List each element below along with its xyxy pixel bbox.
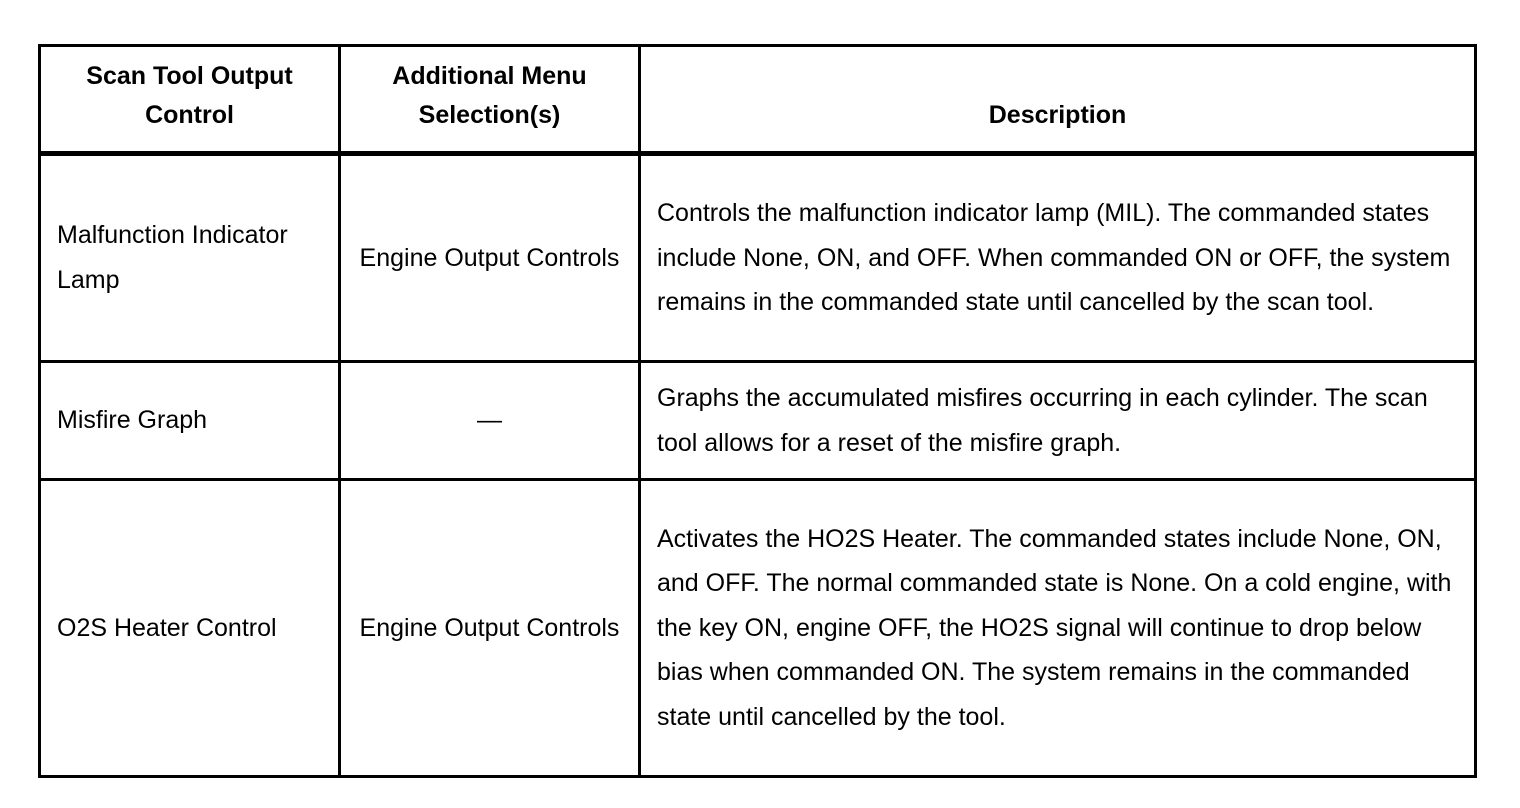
description-cell: Activates the HO2S Heater. The commanded states include None, ON, and OFF. The normal commanded state is None. On a cold engine, with the key ON, engine OFF, the HO2S signal will continue to drop below bias when commanded ON. The system remains in the commanded state until cancelled by the tool. — [640, 480, 1476, 777]
table-row — [40, 480, 1476, 777]
table-body — [40, 154, 1476, 777]
header-output-control: Scan Tool Output Control — [40, 46, 340, 154]
output-control-cell: Malfunction Indicator Lamp — [40, 154, 340, 362]
table-row — [40, 154, 1476, 362]
description-cell: Graphs the accumulated misfires occurring in each cylinder. The scan tool allows for a reset of the misfire graph. — [640, 362, 1476, 480]
header-menu-selection: Additional Menu Selection(s) — [340, 46, 640, 154]
header-row — [40, 46, 1476, 154]
header-description: Description — [640, 46, 1476, 154]
output-controls-table — [38, 44, 1477, 778]
menu-selection-cell: — — [340, 362, 640, 480]
menu-selection-cell: Engine Output Controls — [340, 154, 640, 362]
table-header — [40, 46, 1476, 154]
output-control-cell: O2S Heater Control — [40, 480, 340, 777]
output-control-cell: Misfire Graph — [40, 362, 340, 480]
menu-selection-cell: Engine Output Controls — [340, 480, 640, 777]
description-cell: Controls the malfunction indicator lamp (MIL). The commanded states include None, ON, and OFF. When commanded ON or OFF, the system remains in the commanded state until cancelled by the scan tool. — [640, 154, 1476, 362]
table-row — [40, 362, 1476, 480]
